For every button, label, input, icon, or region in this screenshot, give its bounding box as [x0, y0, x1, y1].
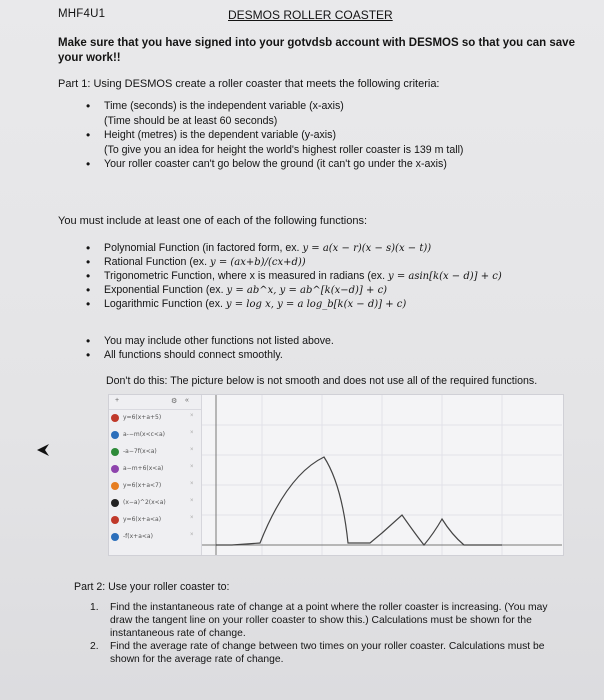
function-label: Rational Function (ex. [104, 256, 208, 269]
notes-list [86, 335, 586, 362]
function-item [86, 298, 596, 312]
mouse-pointer-icon [36, 443, 50, 457]
color-dot-icon [111, 516, 119, 524]
function-label: Exponential Function (ex. [104, 284, 224, 297]
close-icon: × [190, 413, 194, 419]
expression-row [111, 411, 199, 425]
criteria-item: • Height (metres) is the dependent variable (y-axis) [86, 129, 586, 143]
expression-row [111, 428, 199, 442]
expression-text: -a−7f(x<a) [123, 448, 157, 455]
function-formula: y = a(x − r)(x − s)(x − t)) [302, 243, 432, 254]
expression-text: -f(x+a<a) [123, 533, 153, 540]
color-dot-icon [111, 414, 119, 422]
must-include-heading: You must include at least one of each of the following functions: [58, 215, 368, 227]
color-dot-icon [111, 499, 119, 507]
close-icon: × [190, 515, 194, 521]
close-icon: × [190, 464, 194, 470]
expression-text: y=6(x+a<7) [123, 482, 162, 489]
color-dot-icon [111, 448, 119, 456]
task-number: 2. [90, 641, 99, 653]
function-item [86, 284, 596, 298]
function-item [86, 270, 596, 284]
function-formula: y = (ax+b)/(cx+d)) [210, 257, 306, 269]
expression-list [109, 395, 202, 555]
expression-row [111, 513, 199, 527]
collapse-icon: « [185, 397, 189, 404]
criteria-item: (Time should be at least 60 seconds) [104, 114, 278, 127]
close-icon: × [190, 532, 194, 538]
plus-icon: + [115, 397, 120, 404]
task-text: Find the instantaneous rate of change at a point where the roller coaster is increasing. (You may draw the tangent line on your roller coaster to show this.) Calculations must be shown for the instantaneous rate of change. [110, 602, 548, 639]
task-item [90, 602, 570, 640]
expression-text: y=6(x+a<a) [123, 516, 162, 523]
criteria-item: • Time (seconds) is the independent variable (x-axis) [86, 100, 586, 114]
intro-note: Make sure that you have signed into your gotvdsb account with DESMOS so that you can save your work!! [58, 37, 575, 64]
function-item [86, 256, 596, 270]
function-label: Polynomial Function (in factored form, ex. [104, 242, 300, 254]
function-label: Logarithmic Function (ex. [104, 298, 223, 311]
color-dot-icon [111, 465, 119, 473]
part1-heading: Part 1: Using DESMOS create a roller coaster that meets the following criteria: [58, 78, 440, 90]
dont-do-this-note: Don't do this: The picture below is not smooth and does not use all of the required functions. [106, 375, 538, 387]
document-title: DESMOS ROLLER COASTER [228, 8, 393, 22]
expression-text: y=6(x+a+5) [123, 414, 162, 421]
course-code: MHF4U1 [58, 8, 106, 20]
settings-icon: ⚙ [171, 398, 178, 405]
part2-heading: Part 2: Use your roller coaster to: [74, 581, 230, 593]
expression-toolbar [109, 395, 201, 410]
expression-text: a−m+6(x<a) [123, 465, 164, 472]
expression-row [111, 462, 199, 476]
task-number: 1. [90, 602, 99, 613]
close-icon: × [190, 430, 194, 436]
color-dot-icon [111, 431, 119, 439]
expression-row [111, 530, 199, 544]
close-icon: × [190, 498, 194, 504]
task-item [90, 641, 570, 667]
close-icon: × [190, 447, 194, 453]
expression-row [111, 445, 199, 459]
function-list [86, 242, 596, 312]
function-formula: y = ab^x, y = ab^[k(x−d)] + c) [226, 285, 388, 297]
gridlines [202, 395, 562, 555]
roller-coaster-curve [216, 457, 502, 545]
function-label: Trigonometric Function, where x is measured in radians (ex. [104, 270, 386, 283]
close-icon: × [190, 481, 194, 487]
note-item: • You may include other functions not listed above. [86, 335, 586, 349]
function-formula: y = asin[k(x − d)] + c) [388, 271, 502, 283]
graph-plot [202, 395, 562, 555]
expression-row [111, 479, 199, 493]
expression-row [111, 496, 199, 510]
color-dot-icon [111, 482, 119, 490]
note-item: • All functions should connect smoothly. [86, 349, 586, 363]
criteria-item: (To give you an idea for height the world's highest roller coaster is 139 m tall) [104, 143, 464, 156]
color-dot-icon [111, 533, 119, 541]
expression-text: a-−m(x<c<a) [123, 431, 165, 438]
task-list [90, 602, 570, 668]
expression-text: (x−a)^2(x<a) [123, 499, 166, 506]
function-formula: y = log x, y = a log_b[k(x − d)] + c) [225, 299, 407, 311]
criteria-list [86, 100, 586, 173]
task-text: Find the average rate of change between two times on your roller coaster. Calculations must be shown for the average rate of change. [110, 641, 545, 666]
criteria-item: • Your roller coaster can't go below the ground (it can't go under the x-axis) [86, 158, 586, 172]
desmos-example-graph [108, 394, 564, 556]
function-item [86, 242, 596, 256]
